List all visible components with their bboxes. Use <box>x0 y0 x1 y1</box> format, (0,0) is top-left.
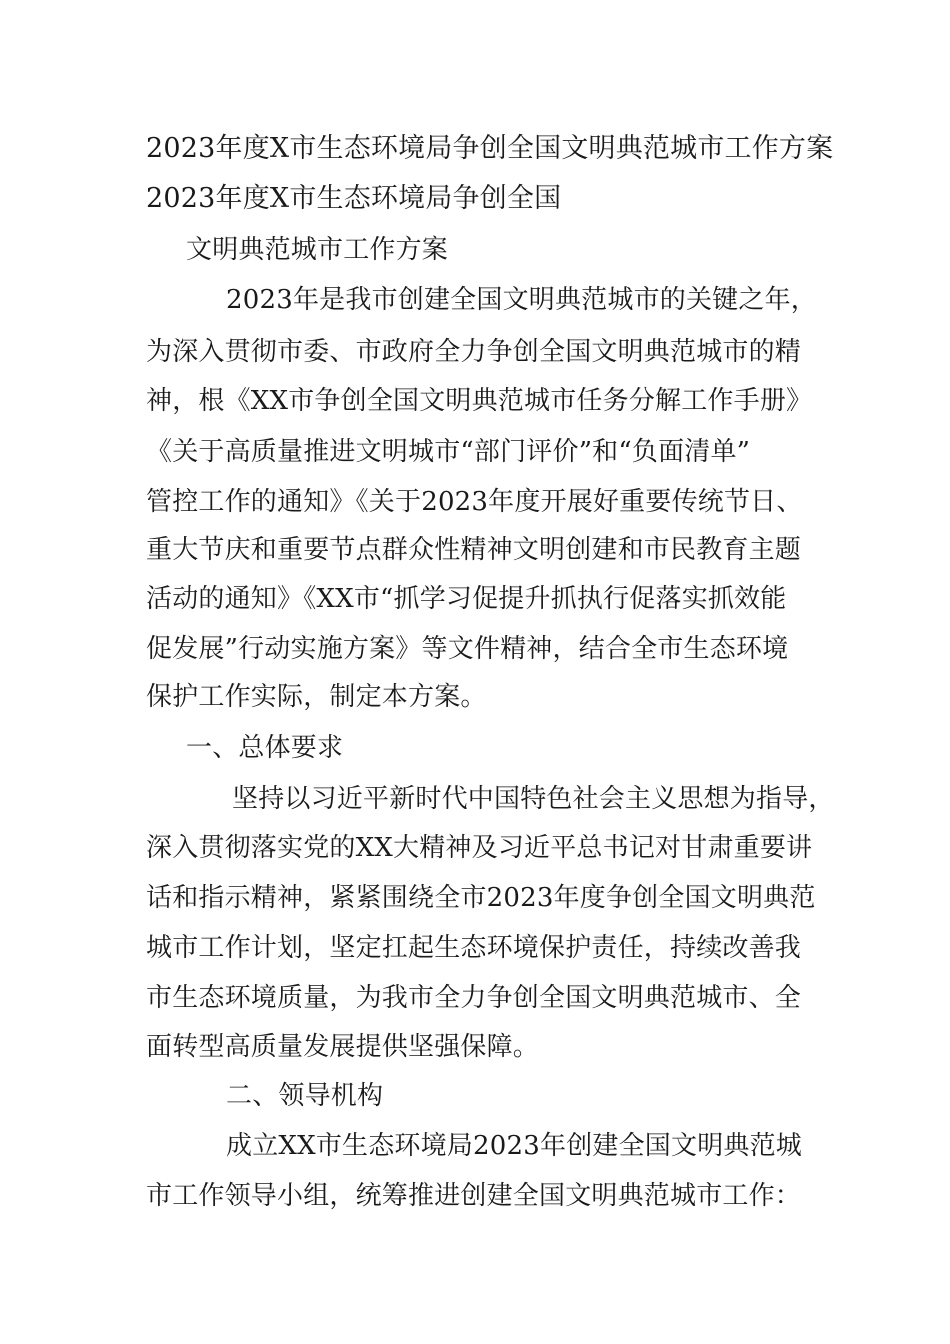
intro-line: 活动的通知》《XX市“抓学习促提升抓执行促落实抓效能 <box>146 584 787 614</box>
section-heading-general-requirements: 一、总体要求 <box>186 733 344 763</box>
intro-line: 2023年是我市创建全国文明典范城市的关键之年， <box>226 285 817 315</box>
section-1-line: 城市工作计划，坚定扛起生态环境保护责任，持续改善我 <box>146 933 802 963</box>
intro-line: 管控工作的通知》《关于2023年度开展好重要传统节日、 <box>146 487 803 517</box>
section-1-line: 面转型高质量发展提供坚强保障。 <box>146 1032 540 1062</box>
document-title-line-2: 2023年度X市生态环境局争创全国 <box>146 183 562 214</box>
intro-line: 神，根《XX市争创全国文明典范城市任务分解工作手册》 <box>146 386 813 416</box>
section-1-line: 坚持以习近平新时代中国特色社会主义思想为指导， <box>232 784 835 814</box>
intro-line: 保护工作实际，制定本方案。 <box>146 682 487 712</box>
intro-line: 《关于高质量推进文明城市“部门评价”和“负面清单” <box>146 437 751 467</box>
intro-line: 重大节庆和重要节点群众性精神文明创建和市民教育主题 <box>146 535 802 565</box>
section-1-line: 深入贯彻落实党的XX大精神及习近平总书记对甘肃重要讲 <box>146 833 813 863</box>
document-title-line-1: 2023年度X市生态环境局争创全国文明典范城市工作方案 <box>146 133 834 164</box>
document-subtitle: 文明典范城市工作方案 <box>186 235 449 265</box>
intro-line: 促发展”行动实施方案》等文件精神，结合全市生态环境 <box>146 634 789 664</box>
intro-line: 为深入贯彻市委、市政府全力争创全国文明典范城市的精 <box>146 337 802 367</box>
section-2-line: 成立XX市生态环境局2023年创建全国文明典范城 <box>226 1131 802 1161</box>
section-1-line: 市生态环境质量，为我市全力争创全国文明典范城市、全 <box>146 983 802 1013</box>
section-1-line: 话和指示精神，紧紧围绕全市2023年度争创全国文明典范 <box>146 883 816 913</box>
section-heading-leadership: 二、领导机构 <box>226 1081 384 1111</box>
section-2-line: 市工作领导小组，统筹推进创建全国文明典范城市工作： <box>146 1181 802 1211</box>
